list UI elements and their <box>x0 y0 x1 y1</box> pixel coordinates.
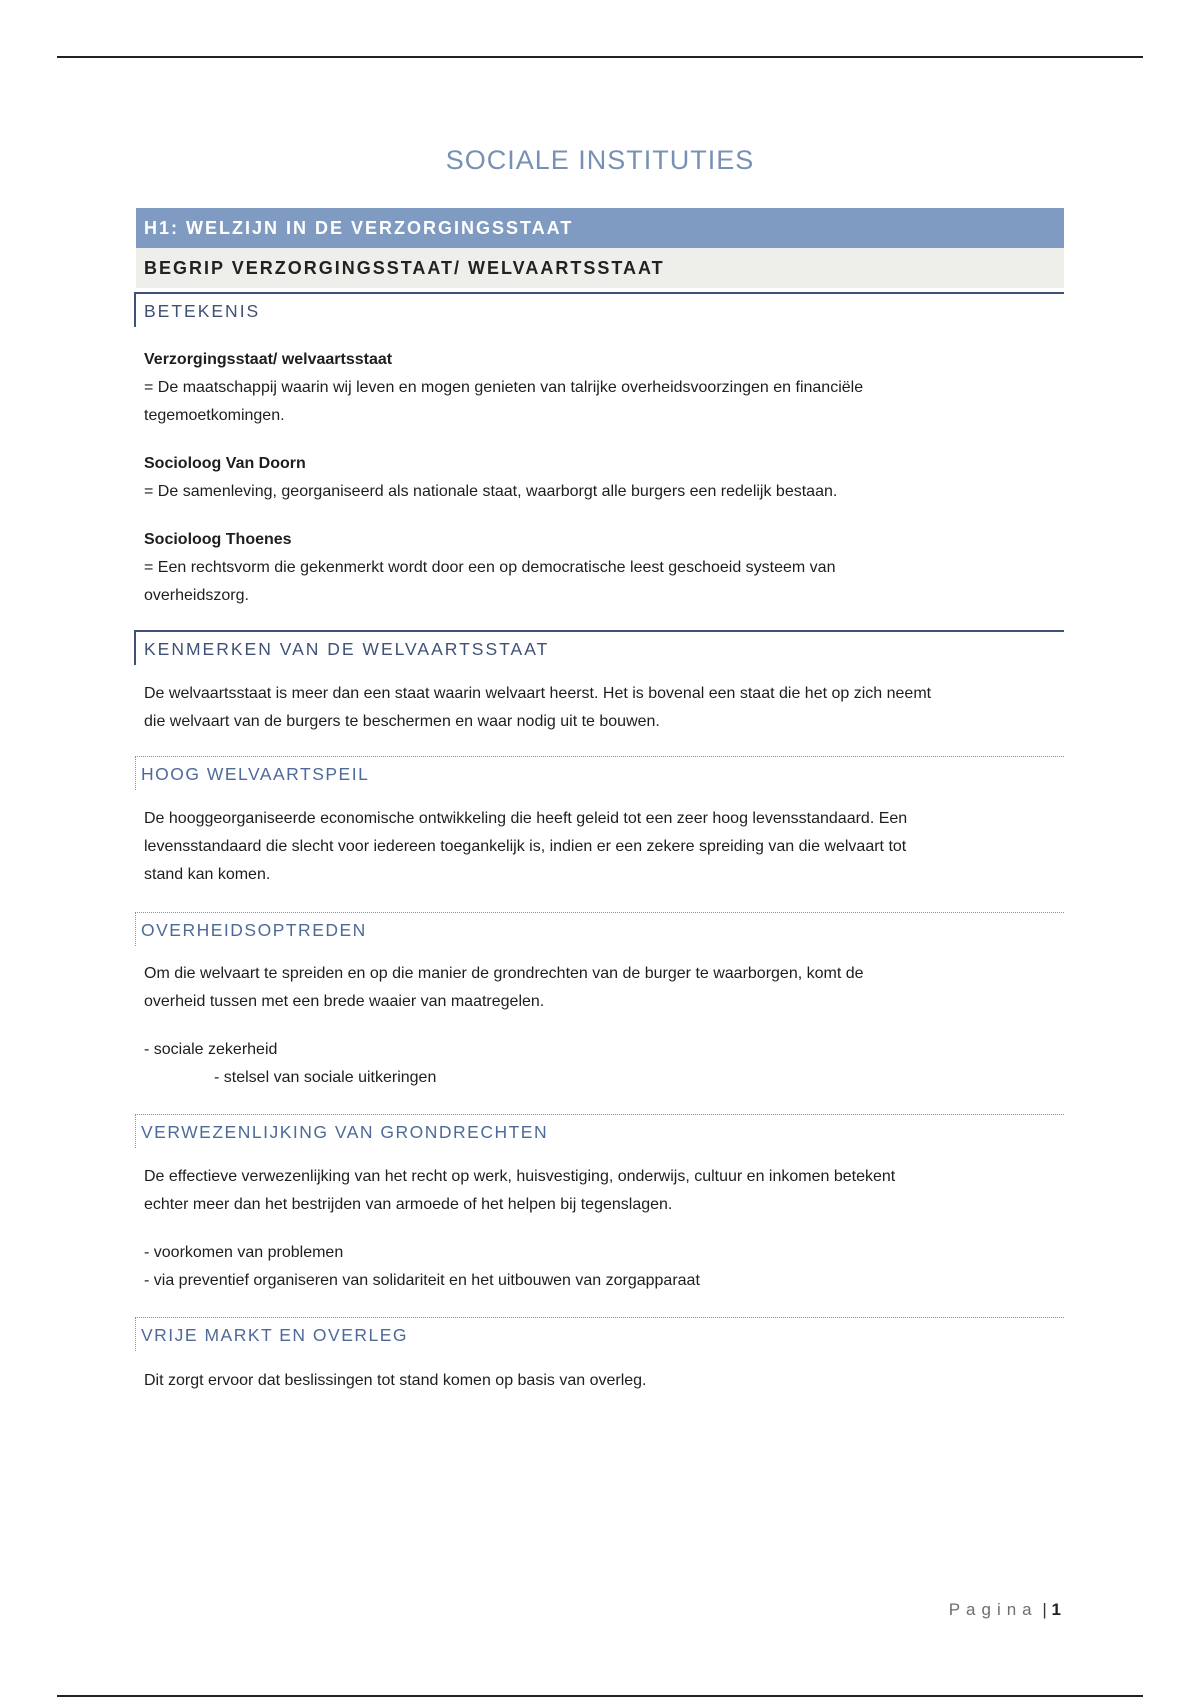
definition-term: Socioloog Thoenes <box>144 531 292 548</box>
paragraph-text: De hooggeorganiseerde economische ontwikkeling die heeft geleid tot een zeer hoog levensstandaard. Een <box>144 810 908 827</box>
paragraph-text: echter meer dan het bestrijden van armoede of het helpen bij tegenslagen. <box>144 1196 673 1213</box>
list-item: - via preventief organiseren van solidariteit en het uitbouwen van zorgapparaat <box>144 1272 700 1289</box>
paragraph-text: levensstandaard die slecht voor iedereen toegankelijk is, indien er een zekere spreiding van die welvaart tot <box>144 838 907 855</box>
page-footer <box>0 1600 1061 1620</box>
chapter-heading: H1: WELZIJN IN DE VERZORGINGSSTAAT <box>136 208 1064 248</box>
paragraph-text: overheid tussen met een brede waaier van maatregelen. <box>144 993 545 1010</box>
list-item-nested: - stelsel van sociale uitkeringen <box>214 1069 437 1086</box>
document-title: SOCIALE INSTITUTIES <box>445 145 755 175</box>
definition-term: Socioloog Van Doorn <box>144 455 306 472</box>
list-item: - sociale zekerheid <box>144 1041 278 1058</box>
topic-heading-overheid: OVERHEIDSOPTREDEN <box>135 912 1064 946</box>
subsection-heading-betekenis: BETEKENIS <box>134 292 1064 327</box>
paragraph-text: die welvaart van de burgers te beschermen en waar nodig uit te bouwen. <box>144 713 660 730</box>
definition-text: = Een rechtsvorm die gekenmerkt wordt door een op democratische leest geschoeid systeem van <box>144 559 836 576</box>
section-heading: BEGRIP VERZORGINGSSTAAT/ WELVAARTSSTAAT <box>136 248 1064 288</box>
paragraph-text: Dit zorgt ervoor dat beslissingen tot stand komen op basis van overleg. <box>144 1372 647 1389</box>
definition-text: tegemoetkomingen. <box>144 407 285 424</box>
topic-heading-welvaartspeil: HOOG WELVAARTSPEIL <box>135 756 1064 790</box>
page-number: 1 <box>1051 1600 1061 1619</box>
document-body <box>136 208 1064 1395</box>
paragraph-text: Om die welvaart te spreiden en op die manier de grondrechten van de burger te waarborgen, komt de <box>144 965 864 982</box>
paragraph-text: De effectieve verwezenlijking van het recht op werk, huisvestiging, onderwijs, cultuur en inkomen betekent <box>144 1168 896 1185</box>
page-separator: | <box>1042 1600 1047 1619</box>
list-item: - voorkomen van problemen <box>144 1244 344 1261</box>
definition-text: overheidszorg. <box>144 587 249 604</box>
topic-heading-grondrechten: VERWEZENLIJKING VAN GRONDRECHTEN <box>135 1114 1064 1148</box>
definition-text: = De samenleving, georganiseerd als nationale staat, waarborgt alle burgers een redelijk bestaan. <box>144 483 838 500</box>
definition-text: = De maatschappij waarin wij leven en mogen genieten van talrijke overheidsvoorzingen en financiële <box>144 379 864 396</box>
header-rule <box>57 56 1143 58</box>
paragraph-text: stand kan komen. <box>144 866 271 883</box>
footer-rule <box>57 1695 1143 1697</box>
definition-term: Verzorgingsstaat/ welvaartsstaat <box>144 351 393 368</box>
subsection-heading-kenmerken: KENMERKEN VAN DE WELVAARTSSTAAT <box>134 630 1064 665</box>
paragraph-text: De welvaartsstaat is meer dan een staat waarin welvaart heerst. Het is bovenal een staat die het op zich neemt <box>144 685 932 702</box>
topic-heading-markt: VRIJE MARKT EN OVERLEG <box>135 1317 1064 1351</box>
page-label: Pagina <box>948 1600 1038 1619</box>
